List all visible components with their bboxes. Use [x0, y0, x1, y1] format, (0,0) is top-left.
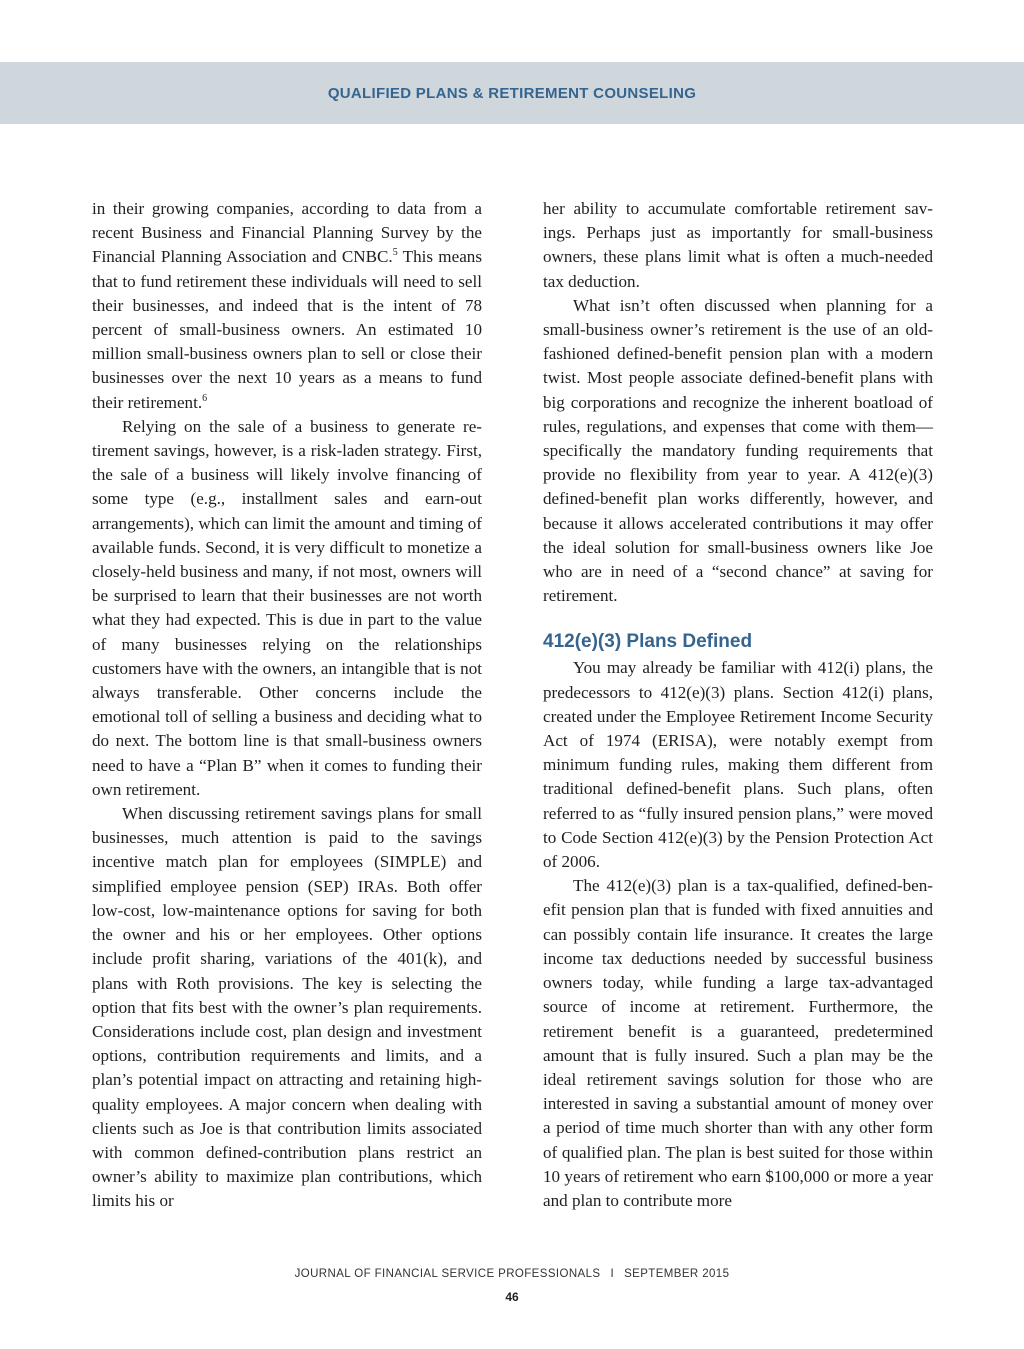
paragraph: What isn’t often discussed when planning for a small-business owner’s retirement is the use of an old-fashioned defined-benefit pension plan with a modern twist. Most people associate defined-benefit plans with big corporations and recognize the inherent boatload of rules, regulations, and expenses that come with them—specifically the mandatory funding requirements that provide no flexibility from year to year. A 412(e)(3) defined-benefit plan works differently, however, and because it allows accelerated contributions it may offer the ideal solution for small-business owners like Joe who are in need of a “second chance” at saving for retirement.	[543, 295, 933, 606]
page-footer	[0, 1268, 1024, 1280]
right-column	[543, 197, 933, 1213]
page-number: 46	[505, 1290, 519, 1304]
issue-date: SEPTEMBER 2015	[624, 1268, 730, 1280]
paragraph: Relying on the sale of a business to generate retirement savings, however, is a risk-laden strategy. First, the sale of a business will likely involve financing of some type (e.g., installment sales and earn-out arrangements), which can limit the amount and timing of available funds. Second, it is very difficult to monetize a closely-held business and many, if not most, owners will be surprised to learn that their businesses are not worth what they had expected. This is due in part to the value of many businesses relying on the relationships customers have with the owners, an intangible that is not always transferable. Other concerns include the emotional toll of selling a business and deciding what to do next. The bottom line is that small-business owners need to have a “Plan B” when it comes to funding their own retirement.	[92, 416, 482, 799]
paragraph: in their growing companies, according to data from a recent Business and Financial Planning Survey by the Financial Planning Association and CNBC.$^5$ This means that to fund retirement these individuals will need to sell their businesses, and indeed that is the intent of 78 percent of small-business owners. An estimated 10 million small-business owners plan to sell or close their businesses over the next 10 years as a means to fund their retirement.$^6$	[92, 199, 482, 412]
paragraph: You may already be familiar with 412(i) plans, the predecessors to 412(e)(3) plans. Section 412(i) plans, created under the Employee Retirement Income Security Act of 1974 (ERISA), were notably exempt from minimum funding rules, making them different from traditional defined-benefit plans. Such plans, often referred to as “fully insured pension plans,” were moved to Code Section 412(e)(3) by the Pension Protection Act of 2006.	[543, 658, 933, 872]
section-heading: 412(e)(3) Plans Defined	[543, 631, 753, 653]
paragraph: The 412(e)(3) plan is a tax-qualified, defined-benefit pension plan that is funded with fixed annuities and can possibly contain life insurance. It creates the large income tax deductions needed by successful business owners today, while funding a large tax-advantaged source of income at retirement. Furthermore, the retirement benefit is a guaranteed, predetermined amount that is fully insured. Such a plan may be the ideal retirement savings solution for those who are interested in saving a substantial amount of money over a period of time much shorter than with any other form of qualified plan. The plan is best suited for those within 10 years of retirement who earn $100,000 or more a year and plan to contribute more	[543, 876, 933, 1210]
footer-separator: I	[610, 1268, 615, 1280]
footnote-ref: 6	[202, 392, 208, 404]
paragraph: When discussing retirement savings plans for small businesses, much attention is paid to the savings incentive match plan for employees (SIMPLE) and simplified employee pension (SEP) IRAs. Both offer low-cost, low-maintenance options for saving for both the owner and his or her employees. Other options include profit sharing, variations of the 401(k), and plans with Roth provisions. The key is selecting the option that fits best with the owner’s plan requirements. Considerations include cost, plan design and investment options, contribution requirements and limits, and a plan’s potential impact on attracting and retaining high-quality employees. A major concern when dealing with clients such as Joe is that contribution limits associated with common defined-contribution plans restrict an owner’s ability to maximize plan contributions, which limits his or	[92, 804, 482, 1211]
footnote-ref: 5	[392, 247, 398, 259]
journal-name: JOURNAL OF FINANCIAL SERVICE PROFESSIONALS	[294, 1268, 601, 1280]
section-title: QUALIFIED PLANS & RETIREMENT COUNSELING	[327, 84, 697, 102]
left-column	[92, 197, 482, 1214]
paragraph: her ability to accumulate comfortable retirement savings. Perhaps just as importantly for small-business owners, these plans limit what is often a much-needed tax deduction.	[543, 199, 933, 291]
section-banner	[0, 62, 1024, 124]
